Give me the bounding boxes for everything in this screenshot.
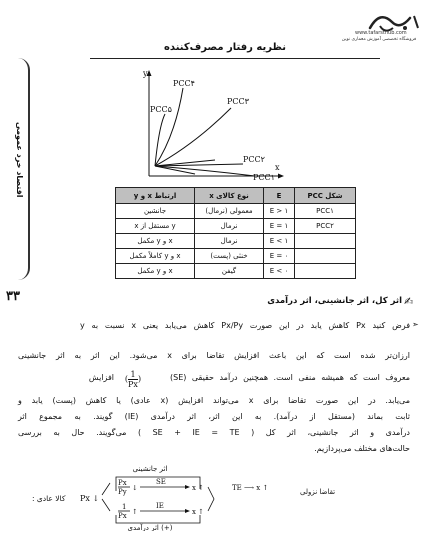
diagram-frac-den: Py [118,488,127,496]
effect-decomposition-diagram [30,465,220,531]
table-cell [295,264,356,279]
table-header: E [264,188,295,204]
ie-label: IE [156,502,164,510]
table-header: شکل PCC [295,188,356,204]
table-row [116,249,356,264]
publisher-logo-icon [330,8,425,50]
paragraph-line: ثابت بماند (مستقل از درآمد). به این اثر، اثر درآمدی (IE) گویند. به مجموع اثر [18,412,411,421]
paragraph-line: درآمدی و اثر جانشینی، اثر کل ( SE + IE = TE ) می‌گویند. حال به بررسی [18,428,410,437]
price-decrease-label: Px ↓ [80,494,100,503]
paragraph-line-end: افزایش [88,373,114,382]
y-axis-label: y [143,69,148,78]
bullet-arrow-icon: ➣ [412,320,419,329]
pcc-graph [135,66,285,184]
table-cell: x و y کاملاً مکمل [116,249,195,264]
section-heading: اثر کل، اثر جانشینی، اثر درآمدی [267,296,402,306]
x-axis-arrow-icon [278,174,284,179]
table-cell: E > ۱ [264,204,295,219]
table-cell: E < ۰ [264,264,295,279]
table-header-row [116,188,356,204]
table-cell: PCC۱ [295,204,356,219]
logo-tagline: فروشگاه تخصصی آموزش معماری نوین [341,37,417,42]
pcc1-label: PCC۱ [253,173,275,182]
pcc1-curve [155,166,255,176]
table-row [116,219,356,234]
table-cell: PCC۲ [295,219,356,234]
pcc-elasticity-table [115,187,356,279]
table-cell: نرمال [195,219,264,234]
paragraph-line: فرض کنید Px کاهش یابد در این صورت Px/Py کاهش می‌یابد یعنی x نسبت به y [80,321,411,330]
se-label: SE [156,478,166,486]
header-divider [90,58,380,59]
x-axis-label: x [275,163,280,172]
table-cell [295,234,356,249]
pcc4-label: PCC۴ [173,79,195,88]
side-book-title: اقتصاد خرد عمومی [15,122,24,198]
table-row [116,264,356,279]
table-cell: x و y مکمل [116,264,195,279]
table-row [116,204,356,219]
chapter-title: نظریه رفتار مصرف‌کننده [164,42,286,53]
table-cell: خنثی (پست) [195,249,264,264]
pcc3-curve [155,108,231,166]
logo-website: www.tafarsthub.com [355,30,407,36]
table-row [116,234,356,249]
diagram-frac-num: Px [118,479,127,487]
table-cell: y مستقل از x [116,219,195,234]
pcc3-label: PCC۳ [227,97,249,106]
decreasing-demand-label: تقاضا نزولی [300,488,336,496]
table-cell [295,249,356,264]
paragraph-line: حالت‌های مختلف می‌پردازیم. [314,444,410,453]
table-cell: جانشین [116,204,195,219]
table-header: ارتباط x و y [116,188,195,204]
table-cell: معمولی (نرمال) [195,204,264,219]
substitution-effect-label: اثر جانشینی [132,465,168,473]
x-up-label: x ↑ [192,484,205,492]
paragraph-line: ارزان‌تر شده است که این باعث افزایش تقاضا برای x می‌شود. این اثر به اثر جانشینی [18,351,410,360]
normal-good-label: کالا عادی : [32,494,66,503]
real-income-fraction: ( $\frac{1}{Px}$ ) [124,370,142,389]
table-cell: نرمال [195,234,264,249]
pcc2-label: PCC۲ [243,155,265,164]
te-label: TE ⟶ x ↑ [232,484,269,492]
income-effect-label: اثر درآمدی (+) [127,524,173,531]
table-cell: گیفن [195,264,264,279]
down-arrow-icon: ↓ [132,484,138,492]
paragraph-line: می‌یابد. در این صورت تقاضا برای x می‌تواند افزایش (x عادی) یا کاهش (پست) یابد و [18,396,411,405]
diagram-frac2-num: 1 [122,503,127,511]
income-bracket [116,515,200,523]
table-cell: E = ۰ [264,249,295,264]
section-pen-icon: ✍ [404,295,414,308]
x-up-label-2: x ↑ [192,508,205,516]
pcc5-label: PCC۵ [150,105,172,114]
branch-down [102,499,110,511]
table-cell: E < ۱ [264,234,295,249]
table-cell: x و y مکمل [116,234,195,249]
pcc4-curve [155,88,183,166]
table-cell: E = ۱ [264,219,295,234]
page-number: ۳۳ [6,289,20,304]
table-header: نوع کالای x [195,188,264,204]
up-arrow-icon: ↑ [132,508,138,516]
branch-up [102,483,110,495]
diagram-frac2-den: Px [118,512,127,520]
total-brace [208,487,214,511]
paragraph-line: (SE) معروف است که همیشه منفی است. همچنین درآمد حقیقی [170,373,410,382]
